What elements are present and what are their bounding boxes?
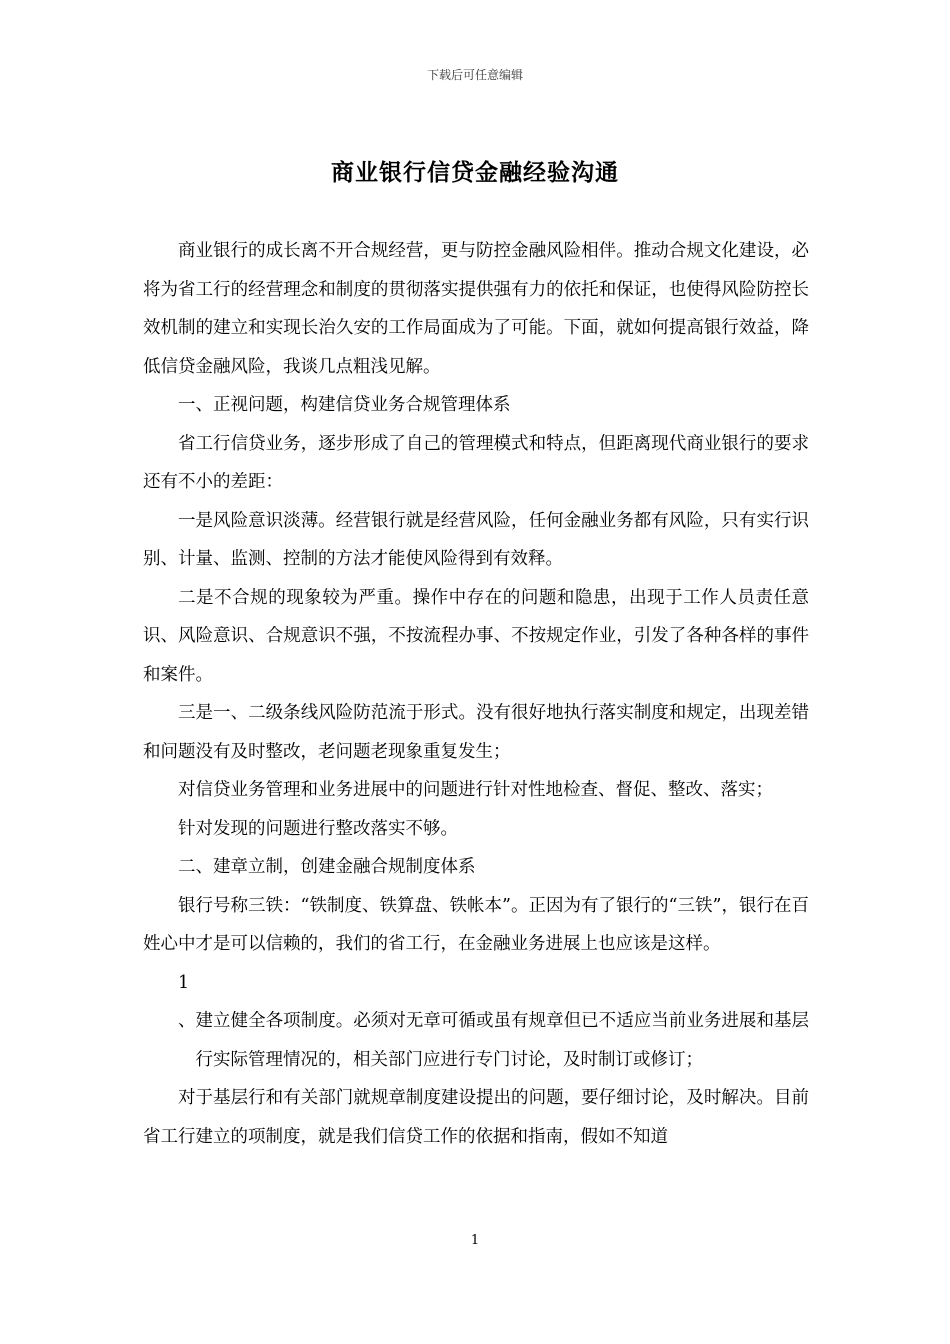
paragraph: 对信贷业务管理和业务进展中的问题进行针对性地检查、督促、整改、落实；: [178, 780, 773, 800]
paragraph: 一是风险意识淡薄。经营银行就是经营风险，任何金融业务都有风险，只有实行识别、计量、监测、控制的方法才能使风险得到有效释。: [143, 510, 809, 569]
paragraph: 、建立健全各项制度。必须对无章可循或虽有规章但已不适应当前业务进展和基层行实际管理情况的，相关部门应进行专门讨论，及时制订或修订；: [178, 1011, 809, 1070]
paragraph: 针对发现的问题进行整改落实不够。: [178, 818, 458, 839]
paragraph: 三是一、二级条线风险防范流于形式。没有很好地执行落实制度和规定，出现差错和问题没有及时整改，老问题老现象重复发生；: [143, 703, 809, 762]
list-number: 1: [178, 972, 190, 993]
document-title: 商业银行信贷金融经验沟通: [331, 160, 619, 186]
paragraph-intro: 商业银行的成长离不开合规经营，更与防控金融风险相伴。推动合规文化建设，必将为省工行的经营理念和制度的贯彻落实提供强有力的依托和保证，也使得风险防控长效机制的建立和实现长治久安的工作局面成为了可能。下面，就如何提高银行效益，降低信贷金融风险，我谈几点粗浅见解。: [143, 241, 809, 377]
section-heading-2: 二、建章立制，创建金融合规制度体系: [178, 857, 476, 877]
page-number: 1: [470, 1233, 480, 1248]
page-header: 下载后可任意编辑: [426, 68, 523, 82]
section-heading-1: 一、正视问题，构建信贷业务合规管理体系: [178, 395, 511, 415]
paragraph: 对于基层行和有关部门就规章制度建设提出的问题，要仔细讨论，及时解决。目前省工行建立的项制度，就是我们信贷工作的依据和指南，假如不知道: [143, 1088, 809, 1147]
document-body: [143, 232, 809, 1156]
paragraph: 二是不合规的现象较为严重。操作中存在的问题和隐患，出现于工作人员责任意识、风险意识、合规意识不强，不按流程办事、不按规定作业，引发了各种各样的事件和案件。: [143, 587, 809, 685]
paragraph: 省工行信贷业务，逐步形成了自己的管理模式和特点，但距离现代商业银行的要求还有不小的差距：: [143, 433, 809, 492]
paragraph: 银行号称三铁：“铁制度、铁算盘、铁帐本”。正因为有了银行的“三铁”，银行在百姓心中才是可以信赖的，我们的省工行，在金融业务进展上也应该是这样。: [143, 895, 809, 954]
